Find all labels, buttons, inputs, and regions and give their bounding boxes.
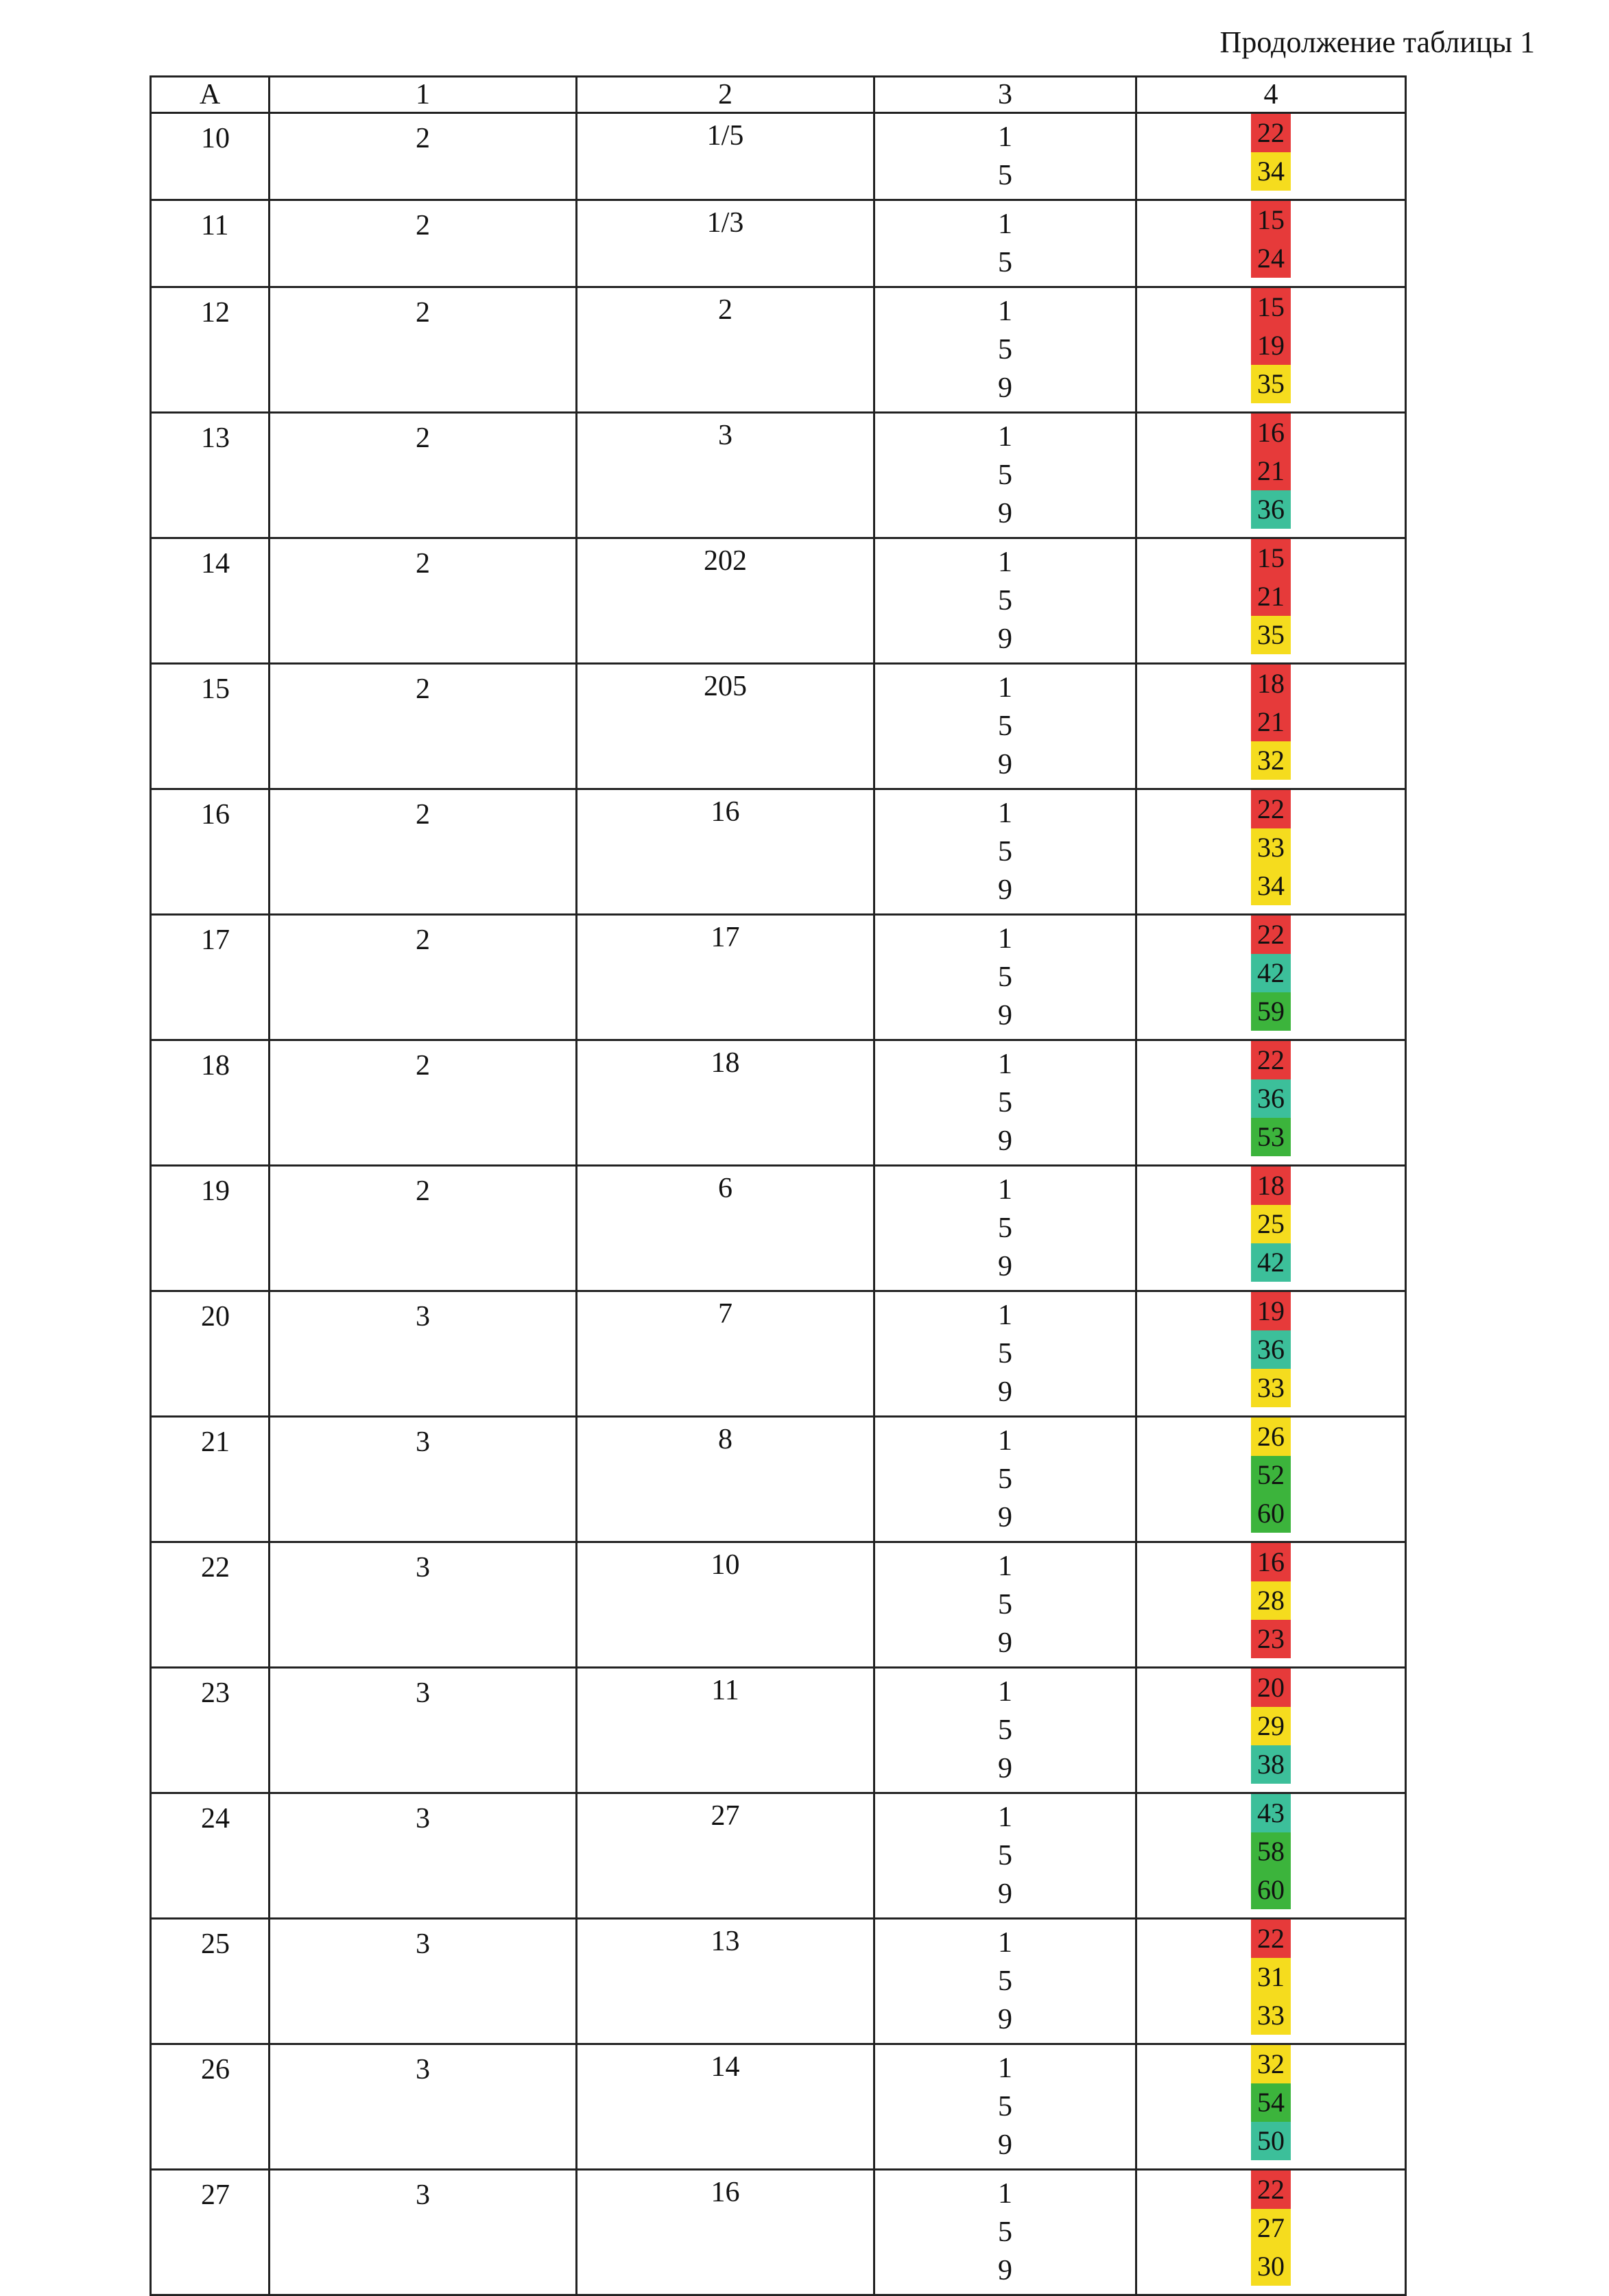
value-badge-yellow: 32 [1251,741,1291,780]
cell-col-3 [874,915,1136,1040]
cell-col-1: 3 [270,1291,577,1417]
col-3-value: 9 [998,1502,1012,1533]
col-3-value: 1 [998,1927,1012,1959]
col-3-value: 1 [998,923,1012,955]
cell-col-3 [874,1291,1136,1417]
cell-col-4 [1136,789,1406,915]
cell-col-4 [1136,2044,1406,2170]
table-row [151,413,1406,538]
cell-col-3 [874,664,1136,789]
cell-col-1: 2 [270,413,577,538]
table-row [151,915,1406,1040]
value-badge-red: 24 [1251,239,1291,278]
cell-a: 24 [151,1793,270,1919]
cell-col-2: 17 [577,915,874,1040]
cell-a: 14 [151,538,270,664]
value-badge-yellow: 34 [1251,867,1291,905]
col-3-value: 9 [998,623,1012,655]
cell-col-4 [1136,200,1406,287]
cell-col-4 [1136,413,1406,538]
cell-col-4 [1136,1793,1406,1919]
cell-col-1: 3 [270,1668,577,1793]
value-badge-green: 52 [1251,1456,1291,1494]
value-badge-red: 21 [1251,577,1291,616]
col-3-value: 5 [998,1840,1012,1872]
value-badge-yellow: 25 [1251,1205,1291,1243]
col-3-value: 1 [998,672,1012,704]
col-3-value: 9 [998,2129,1012,2161]
value-badge-teal: 43 [1251,1794,1291,1832]
value-badge-yellow: 33 [1251,1996,1291,2035]
cell-col-1: 2 [270,915,577,1040]
value-badge-red: 15 [1251,288,1291,326]
cell-a: 25 [151,1919,270,2044]
table-row [151,200,1406,287]
value-badge-teal: 36 [1251,490,1291,529]
cell-a: 11 [151,200,270,287]
value-badge-green: 53 [1251,1118,1291,1156]
value-badge-teal: 36 [1251,1079,1291,1118]
cell-col-1: 2 [270,1040,577,1166]
cell-col-1: 3 [270,2044,577,2170]
cell-col-1: 2 [270,538,577,664]
table-row [151,1919,1406,2044]
col-3-value: 5 [998,585,1012,617]
col-3-value: 5 [998,1589,1012,1621]
cell-col-1: 3 [270,1793,577,1919]
cell-col-4 [1136,1542,1406,1668]
cell-col-2: 1/5 [577,113,874,200]
column-header-2: 2 [577,77,874,113]
col-3-value: 9 [998,1125,1012,1157]
col-3-value: 1 [998,2178,1012,2210]
cell-col-3 [874,2170,1136,2295]
cell-col-2: 10 [577,1542,874,1668]
cell-col-2: 27 [577,1793,874,1919]
cell-col-2: 11 [577,1668,874,1793]
column-header-3: 3 [874,77,1136,113]
col-3-value: 1 [998,296,1012,327]
column-header-1: 1 [270,77,577,113]
table-row [151,2044,1406,2170]
col-3-value: 5 [998,710,1012,742]
col-3-value: 5 [998,1714,1012,1746]
value-badge-teal: 36 [1251,1330,1291,1369]
value-badge-red: 21 [1251,703,1291,741]
col-3-value: 5 [998,2091,1012,2122]
value-badge-teal: 42 [1251,954,1291,992]
cell-col-1: 3 [270,2170,577,2295]
table-header-row [151,77,1406,113]
col-3-value: 5 [998,1965,1012,1997]
value-badge-red: 22 [1251,916,1291,954]
cell-col-4 [1136,664,1406,789]
col-3-value: 5 [998,1463,1012,1495]
cell-col-4 [1136,1417,1406,1542]
cell-col-2: 16 [577,2170,874,2295]
col-3-value: 9 [998,1878,1012,1910]
col-3-value: 9 [998,1000,1012,1031]
col-3-value: 9 [998,2004,1012,2035]
cell-col-1: 3 [270,1919,577,2044]
col-3-value: 1 [998,2053,1012,2084]
value-badge-yellow: 28 [1251,1581,1291,1620]
table-row [151,1668,1406,1793]
table-continuation-caption: Продолжение таблицы 1 [1219,25,1535,59]
col-3-value: 5 [998,1212,1012,1244]
value-badge-red: 18 [1251,1167,1291,1205]
value-badge-yellow: 26 [1251,1418,1291,1456]
col-3-value: 9 [998,2255,1012,2286]
cell-col-3 [874,1166,1136,1291]
value-badge-green: 58 [1251,1832,1291,1871]
cell-col-1: 2 [270,664,577,789]
value-badge-yellow: 31 [1251,1958,1291,1996]
col-3-value: 1 [998,1802,1012,1833]
value-badge-teal: 50 [1251,2122,1291,2160]
cell-col-1: 2 [270,1166,577,1291]
cell-col-2: 13 [577,1919,874,2044]
cell-col-1: 3 [270,1542,577,1668]
cell-col-3 [874,1793,1136,1919]
cell-col-2: 3 [577,413,874,538]
value-badge-red: 19 [1251,1292,1291,1330]
value-badge-red: 22 [1251,2171,1291,2209]
col-3-value: 9 [998,1376,1012,1408]
cell-col-2: 14 [577,2044,874,2170]
value-badge-yellow: 35 [1251,365,1291,403]
value-badge-red: 16 [1251,1543,1291,1581]
col-3-value: 1 [998,121,1012,153]
table-row [151,1793,1406,1919]
col-3-value: 1 [998,798,1012,829]
cell-col-4 [1136,1166,1406,1291]
col-3-value: 5 [998,160,1012,191]
cell-col-3 [874,113,1136,200]
cell-col-3 [874,538,1136,664]
cell-col-1: 2 [270,113,577,200]
cell-col-3 [874,1668,1136,1793]
cell-col-4 [1136,1291,1406,1417]
cell-col-3 [874,1417,1136,1542]
value-badge-green: 60 [1251,1494,1291,1533]
col-3-value: 9 [998,372,1012,404]
value-badge-yellow: 32 [1251,2045,1291,2083]
col-3-value: 5 [998,247,1012,278]
col-3-value: 9 [998,1753,1012,1784]
cell-a: 23 [151,1668,270,1793]
col-3-value: 1 [998,1174,1012,1206]
cell-col-4 [1136,2170,1406,2295]
col-3-value: 5 [998,459,1012,491]
cell-col-3 [874,1919,1136,2044]
table-row [151,1417,1406,1542]
col-3-value: 5 [998,334,1012,366]
table-row [151,2170,1406,2295]
col-3-value: 9 [998,1251,1012,1282]
col-3-value: 1 [998,1425,1012,1457]
col-3-value: 1 [998,1049,1012,1080]
table-row [151,1542,1406,1668]
cell-col-2: 205 [577,664,874,789]
value-badge-red: 15 [1251,201,1291,239]
col-3-value: 5 [998,1087,1012,1119]
cell-col-1: 2 [270,200,577,287]
cell-col-2: 18 [577,1040,874,1166]
cell-a: 16 [151,789,270,915]
cell-col-2: 16 [577,789,874,915]
value-badge-yellow: 33 [1251,1369,1291,1407]
value-badge-yellow: 35 [1251,616,1291,654]
cell-col-4 [1136,287,1406,413]
value-badge-green: 59 [1251,992,1291,1031]
value-badge-red: 20 [1251,1669,1291,1707]
col-3-value: 1 [998,1676,1012,1708]
cell-col-2: 6 [577,1166,874,1291]
table-row [151,113,1406,200]
col-3-value: 5 [998,961,1012,993]
value-badge-yellow: 29 [1251,1707,1291,1745]
cell-col-3 [874,2044,1136,2170]
cell-a: 21 [151,1417,270,1542]
value-badge-red: 21 [1251,452,1291,490]
cell-col-3 [874,1542,1136,1668]
cell-col-1: 2 [270,287,577,413]
cell-col-4 [1136,538,1406,664]
cell-a: 10 [151,113,270,200]
cell-col-2: 7 [577,1291,874,1417]
table-body [151,113,1406,2295]
cell-col-3 [874,789,1136,915]
cell-col-2: 202 [577,538,874,664]
value-badge-red: 22 [1251,1920,1291,1958]
value-badge-green: 60 [1251,1871,1291,1909]
col-3-value: 1 [998,1551,1012,1582]
value-badge-red: 16 [1251,414,1291,452]
value-badge-red: 15 [1251,539,1291,577]
value-badge-yellow: 30 [1251,2247,1291,2286]
col-3-value: 9 [998,1627,1012,1659]
value-badge-red: 23 [1251,1620,1291,1658]
value-badge-red: 22 [1251,790,1291,828]
value-badge-teal: 42 [1251,1243,1291,1282]
cell-col-2: 8 [577,1417,874,1542]
value-badge-green: 54 [1251,2083,1291,2122]
col-3-value: 5 [998,836,1012,868]
col-3-value: 5 [998,1338,1012,1370]
col-3-value: 9 [998,498,1012,529]
value-badge-red: 18 [1251,665,1291,703]
cell-a: 27 [151,2170,270,2295]
cell-col-4 [1136,1919,1406,2044]
data-table [150,75,1407,2296]
table-row [151,287,1406,413]
cell-col-4 [1136,1040,1406,1166]
col-3-value: 9 [998,874,1012,906]
value-badge-yellow: 27 [1251,2209,1291,2247]
cell-a: 19 [151,1166,270,1291]
table-row [151,664,1406,789]
cell-a: 22 [151,1542,270,1668]
col-3-value: 1 [998,1300,1012,1331]
col-3-value: 1 [998,421,1012,453]
col-3-value: 9 [998,749,1012,780]
cell-col-2: 2 [577,287,874,413]
col-3-value: 5 [998,2216,1012,2248]
cell-col-2: 1/3 [577,200,874,287]
cell-a: 26 [151,2044,270,2170]
table-row [151,538,1406,664]
cell-a: 13 [151,413,270,538]
cell-a: 12 [151,287,270,413]
cell-col-4 [1136,113,1406,200]
value-badge-red: 22 [1251,1041,1291,1079]
column-header-4: 4 [1136,77,1406,113]
cell-col-4 [1136,1668,1406,1793]
cell-col-3 [874,1040,1136,1166]
table-row [151,1166,1406,1291]
table-row [151,1040,1406,1166]
value-badge-red: 19 [1251,326,1291,365]
cell-a: 20 [151,1291,270,1417]
cell-col-1: 2 [270,789,577,915]
cell-col-1: 3 [270,1417,577,1542]
column-header-a: А [151,77,270,113]
cell-col-4 [1136,915,1406,1040]
cell-a: 18 [151,1040,270,1166]
table-row [151,1291,1406,1417]
cell-col-3 [874,200,1136,287]
value-badge-red: 22 [1251,114,1291,152]
value-badge-yellow: 33 [1251,828,1291,867]
cell-a: 15 [151,664,270,789]
cell-a: 17 [151,915,270,1040]
value-badge-yellow: 34 [1251,152,1291,191]
col-3-value: 1 [998,208,1012,240]
table-row [151,789,1406,915]
cell-col-3 [874,413,1136,538]
col-3-value: 1 [998,547,1012,578]
value-badge-teal: 38 [1251,1745,1291,1784]
cell-col-3 [874,287,1136,413]
